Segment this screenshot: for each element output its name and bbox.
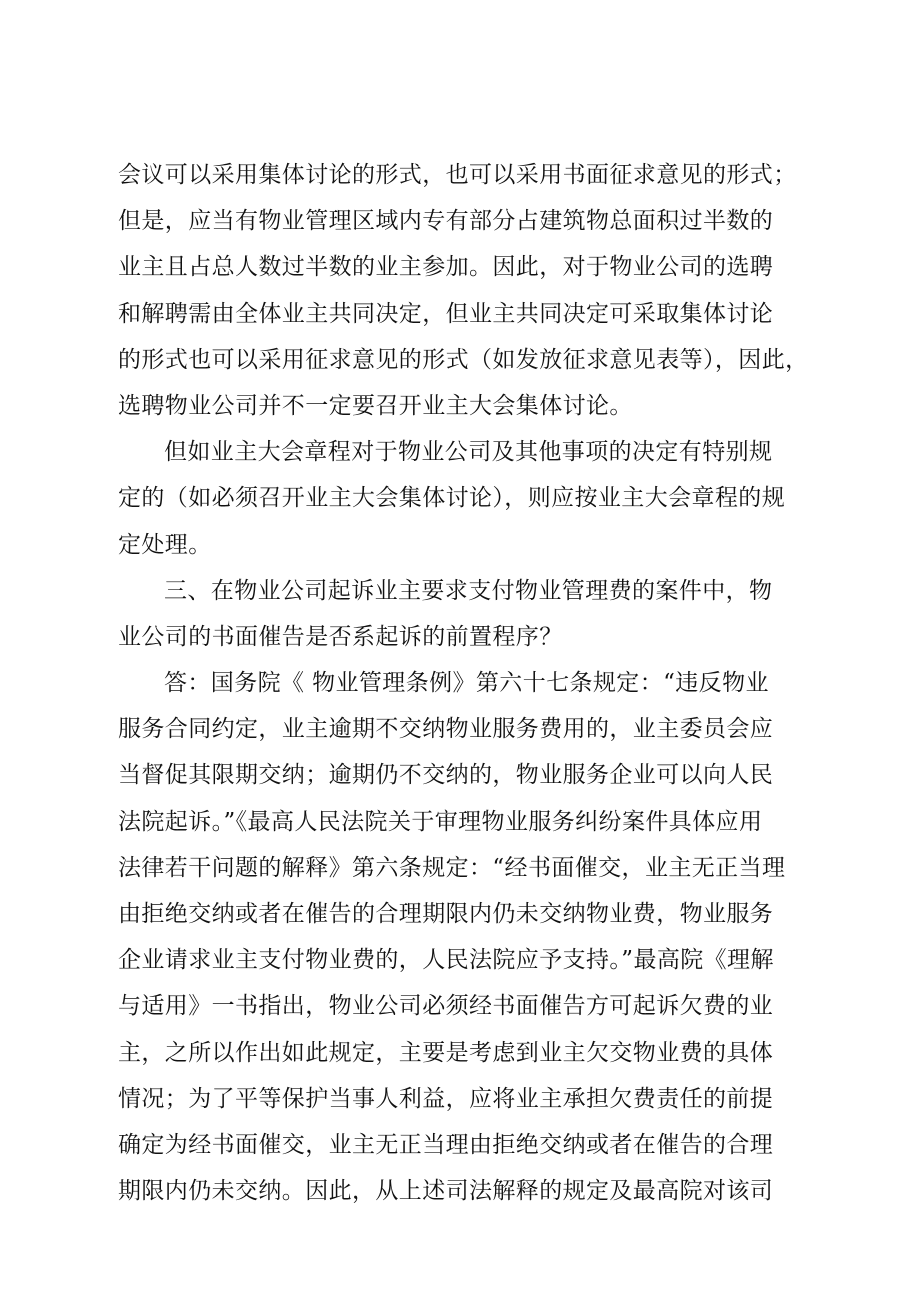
paragraph-start-line: 答：国务院《 物业管理条例》第六十七条规定：“违反物业 <box>164 670 769 697</box>
text-line: 会议可以采用集体讨论的形式，也可以采用书面征求意见的形式； <box>118 162 797 188</box>
text-line: 业主且占总人数过半数的业主参加。因此，对于物业公司的选聘 <box>118 254 774 281</box>
text-line: 确定为经书面催交，业主无正当理由拒绝交纳或者在催告的合理 <box>118 1131 774 1158</box>
text-line: 由拒绝交纳或者在催告的合理期限内仍未交纳物业费，物业服务 <box>118 901 774 927</box>
text-line: 情况；为了平等保护当事人利益，应将业主承担欠费责任的前提 <box>118 1085 774 1112</box>
text-line: 主，之所以作出如此规定，主要是考虑到业主欠交物业费的具体 <box>118 1039 774 1066</box>
text-line: 的形式也可以采用征求意见的形式（如发放征求意见表等），因此， <box>118 346 809 373</box>
section-heading-line: 三、在物业公司起诉业主要求支付物业管理费的案件中，物 <box>164 577 773 604</box>
section-heading-line: 业公司的书面催告是否系起诉的前置程序？ <box>118 623 563 650</box>
text-line: 与适用》一书指出，物业公司必须经书面催告方可起诉欠费的业 <box>118 993 774 1020</box>
text-line: 服务合同约定，业主逾期不交纳物业服务费用的，业主委员会应 <box>118 716 774 743</box>
text-line: 期限内仍未交纳。因此，从上述司法解释的规定及最高院对该司 <box>118 1178 774 1205</box>
text-line: 选聘物业公司并不一定要召开业主大会集体讨论。 <box>118 392 633 419</box>
text-line: 但是，应当有物业管理区域内专有部分占建筑物总面积过半数的 <box>118 208 774 235</box>
text-line: 和解聘需由全体业主共同决定，但业主共同决定可采取集体讨论 <box>118 300 774 327</box>
text-line: 法律若干问题的解释》第六条规定：“经书面催交，业主无正当理 <box>118 854 786 881</box>
text-line: 法院起诉。”《最高人民法院关于审理物业服务纠纷案件具体应用 <box>118 808 763 835</box>
paragraph-start-line: 但如业主大会章程对于物业公司及其他事项的决定有特别规 <box>164 439 773 466</box>
text-line: 定处理。 <box>118 531 212 558</box>
text-line: 当督促其限期交纳；逾期仍不交纳的，物业服务企业可以向人民 <box>118 762 774 789</box>
text-line: 企业请求业主支付物业费的，人民法院应予支持。”最高院《理解 <box>118 947 774 974</box>
text-line: 定的（如必须召开业主大会集体讨论），则应按业主大会章程的规 <box>118 485 786 512</box>
document-body <box>118 152 809 1214</box>
